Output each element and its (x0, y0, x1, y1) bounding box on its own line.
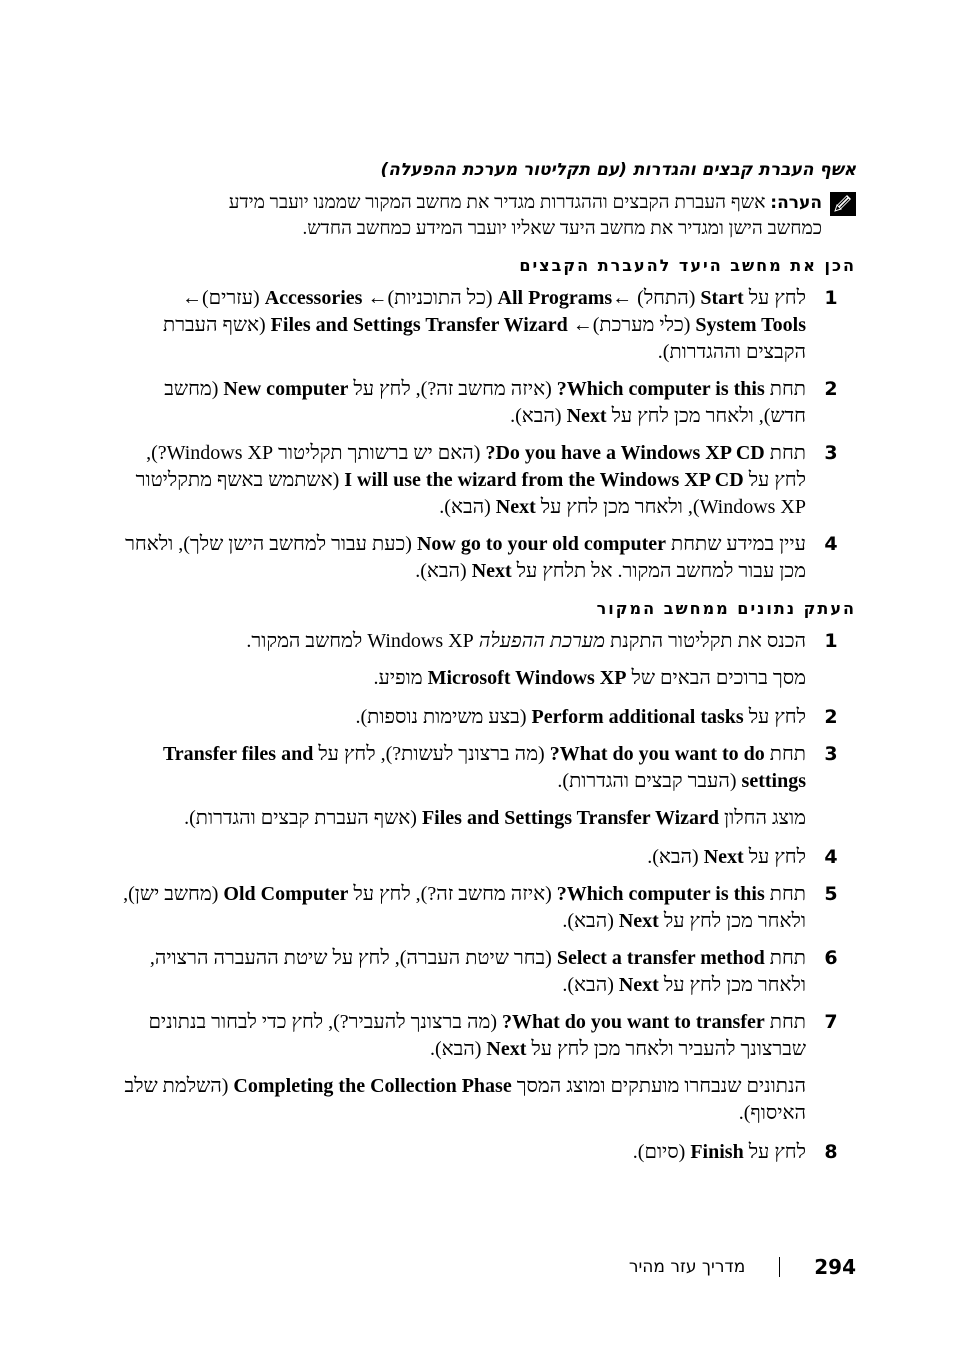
step-number: 2 (824, 378, 838, 400)
page-footer (600, 1252, 856, 1282)
step-item (120, 1009, 856, 1063)
copy-data-title: העתק נתונים ממחשב המקור (596, 599, 856, 618)
step-text: תחת Select a transfer method (בחר שיטת העברה), לחץ על שיטת ההעברה הרצויה, ולאחר מכן לחץ על Next (הבא). (149, 947, 806, 996)
step-text: הכנס את תקליטור התקנת מערכת ההפעלה Windows XP למחשב המקור. (246, 630, 806, 652)
step-number: 4 (824, 533, 838, 555)
step-item (120, 945, 856, 999)
paragraph: מוצג החלון Files and Settings Transfer Wizard (אשף העברת קבצים והגדרות). (184, 807, 806, 829)
prepare-target-title: הכן את מחשב היעד להעברת הקבצים (519, 256, 856, 275)
footer-divider (779, 1257, 780, 1277)
paragraph: מסך ברוכים הבאים של Microsoft Windows XP מופיע. (373, 667, 806, 689)
step-number: 1 (824, 287, 838, 309)
note-text (170, 190, 822, 242)
section-title: אשף העברת קבצים והגדרות (עם תקליטור מערכת ההפעלה) (380, 160, 856, 180)
step-text: תחת Do you have a Windows XP CD? (האם יש ברשותך תקליטור Windows XP?), לחץ על I will use the wizard from the Windows XP CD (אשתמש באשף מתקליטור Windows XP), ולאחר מכן לחץ על Next (הבא). (135, 442, 806, 518)
step-text: תחת What do you want to do? (מה ברצונך לעשות?), לחץ על Transfer files and settings (העבר קבצים והגדרות). (162, 743, 806, 792)
step-text: תחת Which computer is this? (איזה מחשב זה?), לחץ על New computer (מחשב חדש), ולאחר מכן לחץ על Next (הבא). (164, 378, 806, 427)
step-number: 7 (824, 1011, 838, 1033)
step-number: 4 (824, 846, 838, 868)
step-number: 6 (824, 947, 838, 969)
step-item (120, 881, 856, 935)
step-text: לחץ על Start (התחל) ←All Programs (כל התוכניות)← Accessories (עזרים)← System Tools (כלי מערכת)← Files and Settings Transfer Wizard (אשף העברת הקבצים וההגדרות). (163, 287, 806, 363)
page-content (120, 160, 856, 1176)
step-item (120, 376, 856, 430)
step-number: 3 (824, 442, 838, 464)
step-text: תחת What do you want to transfer? (מה ברצונך להעביר?), לחץ כדי לבחור בנתונים שברצונך להעביר ולאחר מכן לחץ על Next (הבא). (148, 1011, 806, 1060)
step-number: 3 (824, 743, 838, 765)
note-box (120, 190, 856, 242)
step-item (120, 741, 856, 795)
pencil-note-icon (830, 192, 856, 216)
step-text: לחץ על Finish (סיום). (632, 1141, 806, 1163)
step-text: תחת Which computer is this? (איזה מחשב זה?), לחץ על Old Computer (מחשב ישן), ולאחר מכן לחץ על Next (הבא). (123, 883, 806, 932)
note-label: הערה: (770, 193, 822, 213)
step-text: עיין במידע שתחת Now go to your old computer (כעת עבור למחשב הישן שלך), ולאחר מכן עבור למחשב המקור. אל תלחץ על Next (הבא). (125, 533, 806, 582)
step-item (120, 628, 856, 655)
page-number: 294 (814, 1255, 856, 1279)
step-number: 2 (824, 706, 838, 728)
note-content: אשף העברת הקבצים וההגדרות מגדיר את מחשב המקור שממנו יועבר מידע כמחשב הישן ומגדיר את מחשב היעד שאליו יועבר המידע כמחשב החדש. (228, 192, 822, 239)
step-item (120, 844, 856, 871)
prepare-steps-list (120, 285, 856, 585)
step-number: 1 (824, 630, 838, 652)
step-number: 8 (824, 1141, 838, 1163)
step-item (120, 440, 856, 521)
step-item (120, 704, 856, 731)
step-number: 5 (824, 883, 838, 905)
step-text: לחץ על Next (הבא). (647, 846, 806, 868)
paragraph: הנתונים שנבחרו מועתקים ומוצג המסך Completing the Collection Phase (השלמת שלב האיסוף). (124, 1075, 806, 1124)
step-text: לחץ על Perform additional tasks (בצע משימות נוספות). (355, 706, 806, 728)
step-item (120, 1139, 856, 1166)
book-title: מדריך עזר מהיר (628, 1257, 746, 1277)
step-item (120, 285, 856, 366)
step-item (120, 531, 856, 585)
